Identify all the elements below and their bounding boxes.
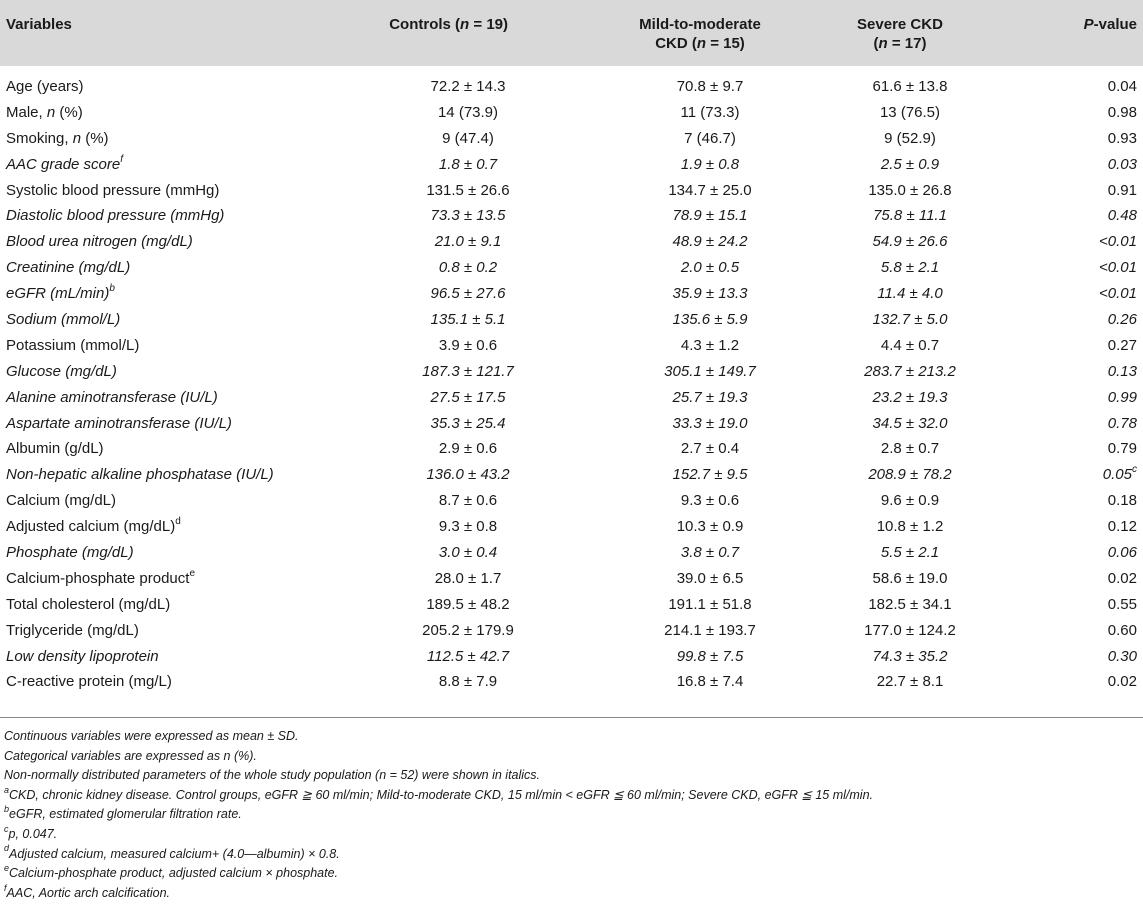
cell-controls: 2.9 ± 0.6 — [438, 440, 498, 458]
cell-pvalue: 0.02 — [1107, 673, 1137, 691]
cell-pvalue: 0.12 — [1107, 518, 1137, 536]
header-variables: Variables — [6, 16, 72, 33]
cell-mild-ckd: 39.0 ± 6.5 — [676, 569, 744, 587]
footnote: Continuous variables were expressed as mean ± SD. — [4, 729, 299, 743]
table-row — [0, 411, 1143, 437]
table-row — [0, 126, 1143, 152]
table-row — [0, 488, 1143, 514]
cell-pvalue: 0.05$^c$ — [1102, 464, 1137, 484]
cell-severe-ckd: 13 (76.5) — [879, 103, 941, 121]
cell-pvalue: 0.79 — [1107, 440, 1137, 458]
cell-variable: Calcium-phosphate product$^e$ — [6, 567, 195, 587]
cell-mild-ckd: 16.8 ± 7.4 — [676, 673, 744, 691]
cell-pvalue: 0.93 — [1107, 129, 1137, 147]
cell-controls: 72.2 ± 14.3 — [430, 78, 506, 95]
footnote: $^d$Adjusted calcium, measured calcium+ (4.0—albumin) × 0.8. — [4, 843, 340, 861]
cell-severe-ckd: 283.7 ± 213.2 — [864, 362, 956, 380]
cell-severe-ckd: 74.3 ± 35.2 — [872, 647, 948, 665]
cell-pvalue: 0.91 — [1107, 181, 1137, 199]
header-severe-ckd: Severe CKD (n = 17) — [857, 16, 943, 52]
cell-variable: AAC grade score$^f$ — [6, 153, 124, 173]
cell-mild-ckd: 214.1 ± 193.7 — [664, 621, 756, 639]
cell-variable: Non-hepatic alkaline phosphatase (IU/L) — [6, 466, 274, 484]
table-row — [0, 566, 1143, 592]
table-row — [0, 514, 1143, 540]
cell-controls: 73.3 ± 13.5 — [430, 207, 506, 225]
table-row — [0, 281, 1143, 307]
table-header — [0, 0, 1143, 66]
cell-controls: 189.5 ± 48.2 — [426, 595, 510, 613]
cell-severe-ckd: 5.5 ± 2.1 — [880, 544, 940, 562]
cell-severe-ckd: 58.6 ± 19.0 — [872, 569, 948, 587]
cell-variable: Adjusted calcium $(mg/dL)^d$ — [6, 516, 181, 536]
footnote: Non-normally distributed parameters of the whole study population (n = 52) were shown in italics. — [4, 768, 541, 783]
cell-mild-ckd: 70.8 ± 9.7 — [676, 78, 744, 95]
cell-controls: 27.5 ± 17.5 — [430, 388, 506, 406]
cell-controls: 9.3 ± 0.8 — [438, 518, 498, 536]
cell-severe-ckd: 177.0 ± 124.2 — [864, 621, 956, 639]
cell-variable: Total cholesterol (mg/dL) — [6, 595, 171, 613]
cell-controls: 28.0 ± 1.7 — [434, 569, 502, 587]
footnote: $^e$Calcium-phosphate product, adjusted calcium × phosphate. — [4, 863, 339, 881]
cell-variable: Sodium (mmol/L) — [6, 311, 121, 329]
cell-pvalue: 0.98 — [1107, 103, 1137, 121]
cell-mild-ckd: 4.3 ± 1.2 — [680, 336, 740, 354]
cell-mild-ckd: 11 (73.3) — [680, 103, 740, 121]
cell-pvalue: 0.26 — [1107, 311, 1137, 329]
footnote: $^a$CKD, chronic kidney disease. Control groups, eGFR ≧ 60 ml/min; Mild-to-moderate CKD, 15 ml/min < eGFR ≦ 60 ml/min; Severe CKD, eGFR ≦ 15 ml/min. — [4, 784, 873, 802]
cell-mild-ckd: 1.9 ± 0.8 — [680, 155, 740, 173]
footnote: $^f$AAC, Aortic arch calcification. — [4, 882, 170, 900]
cell-controls: 112.5 ± 42.7 — [426, 647, 510, 665]
cell-pvalue: 0.06 — [1107, 544, 1137, 562]
cell-severe-ckd: 2.8 ± 0.7 — [880, 440, 940, 458]
cell-pvalue: 0.60 — [1107, 621, 1137, 639]
cell-pvalue: <0.01 — [1099, 259, 1137, 277]
cell-severe-ckd: 9 (52.9) — [884, 129, 936, 147]
cell-variable: Potassium (mmol/L) — [6, 336, 140, 354]
cell-pvalue: 0.27 — [1107, 336, 1137, 354]
cell-variable: Albumin (g/dL) — [6, 440, 104, 458]
cell-pvalue: 0.03 — [1107, 155, 1137, 173]
header-controls: Controls (n = 19) — [389, 16, 508, 33]
cell-mild-ckd: 134.7 ± 25.0 — [668, 181, 752, 199]
cell-variable: Systolic blood pressure (mmHg) — [6, 181, 220, 199]
cell-variable: Age (years) — [6, 78, 84, 95]
footnote: $^b$eGFR, estimated glomerular filtration rate. — [4, 804, 242, 822]
cell-severe-ckd: 34.5 ± 32.0 — [872, 414, 948, 432]
table-bottom-rule — [0, 717, 1143, 718]
cell-severe-ckd: 182.5 ± 34.1 — [868, 595, 952, 613]
table-footnotes — [4, 727, 1139, 903]
cell-controls: 8.8 ± 7.9 — [438, 673, 498, 691]
cell-severe-ckd: 5.8 ± 2.1 — [880, 259, 940, 277]
cell-mild-ckd: 33.3 ± 19.0 — [672, 414, 748, 432]
table-row — [0, 74, 1143, 100]
cell-severe-ckd: 132.7 ± 5.0 — [872, 311, 948, 329]
cell-mild-ckd: 99.8 ± 7.5 — [676, 647, 744, 665]
cell-pvalue: 0.04 — [1107, 78, 1137, 95]
table-row — [0, 644, 1143, 670]
cell-severe-ckd: 23.2 ± 19.3 — [872, 388, 948, 406]
cell-severe-ckd: 22.7 ± 8.1 — [876, 673, 944, 691]
cell-controls: 1.8 ± 0.7 — [438, 155, 498, 173]
cell-variable: Calcium (mg/dL) — [6, 492, 117, 510]
cell-controls: 21.0 ± 9.1 — [434, 233, 502, 251]
cell-controls: 3.9 ± 0.6 — [438, 336, 498, 354]
table-row — [0, 592, 1143, 618]
cell-variable: Diastolic blood pressure (mmHg) — [6, 207, 225, 225]
footnote: Categorical variables are expressed as n (%). — [4, 748, 257, 763]
cell-mild-ckd: 25.7 ± 19.3 — [672, 388, 748, 406]
cell-controls: 3.0 ± 0.4 — [438, 544, 498, 562]
table-row — [0, 152, 1143, 178]
cell-variable: Low density lipoprotein — [6, 647, 159, 665]
cell-severe-ckd: 54.9 ± 26.6 — [872, 233, 948, 251]
cell-variable: C-reactive protein (mg/L) — [6, 673, 172, 691]
cell-severe-ckd: 10.8 ± 1.2 — [876, 518, 944, 536]
cell-variable: Blood urea nitrogen (mg/dL) — [6, 233, 193, 251]
table-row — [0, 462, 1143, 488]
cell-pvalue: <0.01 — [1099, 285, 1137, 303]
table-row — [0, 229, 1143, 255]
cell-pvalue: 0.99 — [1107, 388, 1137, 406]
cell-mild-ckd: 2.7 ± 0.4 — [680, 440, 740, 458]
cell-controls: 0.8 ± 0.2 — [438, 259, 498, 277]
cell-pvalue: 0.30 — [1107, 647, 1137, 665]
header-pvalue: P-value — [1083, 16, 1137, 33]
cell-severe-ckd: 11.4 ± 4.0 — [877, 285, 943, 303]
cell-pvalue: 0.02 — [1107, 569, 1137, 587]
table-row — [0, 203, 1143, 229]
cell-pvalue: 0.13 — [1107, 362, 1137, 380]
cell-mild-ckd: 7 (46.7) — [684, 129, 736, 147]
cell-pvalue: <0.01 — [1099, 233, 1137, 251]
cell-pvalue: 0.78 — [1107, 414, 1137, 432]
cell-severe-ckd: 208.9 ± 78.2 — [868, 466, 952, 484]
table-row — [0, 333, 1143, 359]
cell-controls: 187.3 ± 121.7 — [422, 362, 514, 380]
cell-mild-ckd: 10.3 ± 0.9 — [676, 518, 744, 536]
table-row — [0, 178, 1143, 204]
cell-severe-ckd: 61.6 ± 13.8 — [872, 78, 948, 95]
cell-controls: 14 (73.9) — [437, 103, 499, 121]
cell-pvalue: 0.18 — [1107, 492, 1137, 510]
cell-controls: 136.0 ± 43.2 — [426, 466, 510, 484]
cell-mild-ckd: 191.1 ± 51.8 — [668, 595, 752, 613]
table-row — [0, 618, 1143, 644]
cell-severe-ckd: 2.5 ± 0.9 — [880, 155, 940, 173]
cell-severe-ckd: 135.0 ± 26.8 — [868, 181, 952, 199]
cell-mild-ckd: 78.9 ± 15.1 — [672, 207, 748, 225]
cell-variable: Triglyceride (mg/dL) — [6, 621, 139, 639]
cell-variable: Alanine aminotransferase (IU/L) — [6, 388, 218, 406]
cell-variable: eGFR $(mL/\min)^b$ — [6, 283, 115, 303]
table-row — [0, 100, 1143, 126]
table-row — [0, 307, 1143, 333]
cell-mild-ckd: 305.1 ± 149.7 — [664, 362, 756, 380]
cell-severe-ckd: 9.6 ± 0.9 — [880, 492, 940, 510]
cell-variable: Glucose (mg/dL) — [6, 362, 117, 380]
table-row — [0, 359, 1143, 385]
cell-controls: 8.7 ± 0.6 — [438, 492, 498, 510]
cell-controls: 35.3 ± 25.4 — [430, 414, 506, 432]
cell-mild-ckd: 48.9 ± 24.2 — [672, 233, 748, 251]
cell-controls: 96.5 ± 27.6 — [430, 285, 506, 303]
cell-mild-ckd: 35.9 ± 13.3 — [672, 285, 748, 303]
table-row — [0, 385, 1143, 411]
cell-pvalue: 0.55 — [1107, 595, 1137, 613]
table-row — [0, 255, 1143, 281]
cell-variable: Creatinine (mg/dL) — [6, 259, 131, 277]
cell-controls: 205.2 ± 179.9 — [422, 621, 514, 639]
cell-mild-ckd: 152.7 ± 9.5 — [672, 466, 748, 484]
cell-controls: 9 (47.4) — [442, 129, 494, 147]
table-row — [0, 436, 1143, 462]
header-mild-ckd: Mild-to-moderate CKD (n = 15) — [639, 16, 761, 52]
cell-severe-ckd: 4.4 ± 0.7 — [880, 336, 940, 354]
table-body — [0, 74, 1143, 695]
cell-pvalue: 0.48 — [1107, 207, 1137, 225]
cell-mild-ckd: 2.0 ± 0.5 — [680, 259, 740, 277]
cell-mild-ckd: 9.3 ± 0.6 — [680, 492, 740, 510]
cell-severe-ckd: 75.8 ± 11.1 — [873, 207, 947, 225]
cell-controls: 135.1 ± 5.1 — [430, 311, 506, 329]
cell-variable: Smoking, n (%) — [6, 129, 109, 147]
cell-mild-ckd: 3.8 ± 0.7 — [680, 544, 740, 562]
cell-variable: Male, n (%) — [6, 103, 83, 121]
table-row — [0, 540, 1143, 566]
cell-mild-ckd: 135.6 ± 5.9 — [672, 311, 748, 329]
table-row — [0, 669, 1143, 695]
cell-variable: Phosphate (mg/dL) — [6, 544, 134, 562]
footnote: $^c$p, 0.047. — [4, 823, 58, 841]
cell-variable: Aspartate aminotransferase (IU/L) — [6, 414, 232, 432]
cell-controls: 131.5 ± 26.6 — [426, 181, 510, 199]
